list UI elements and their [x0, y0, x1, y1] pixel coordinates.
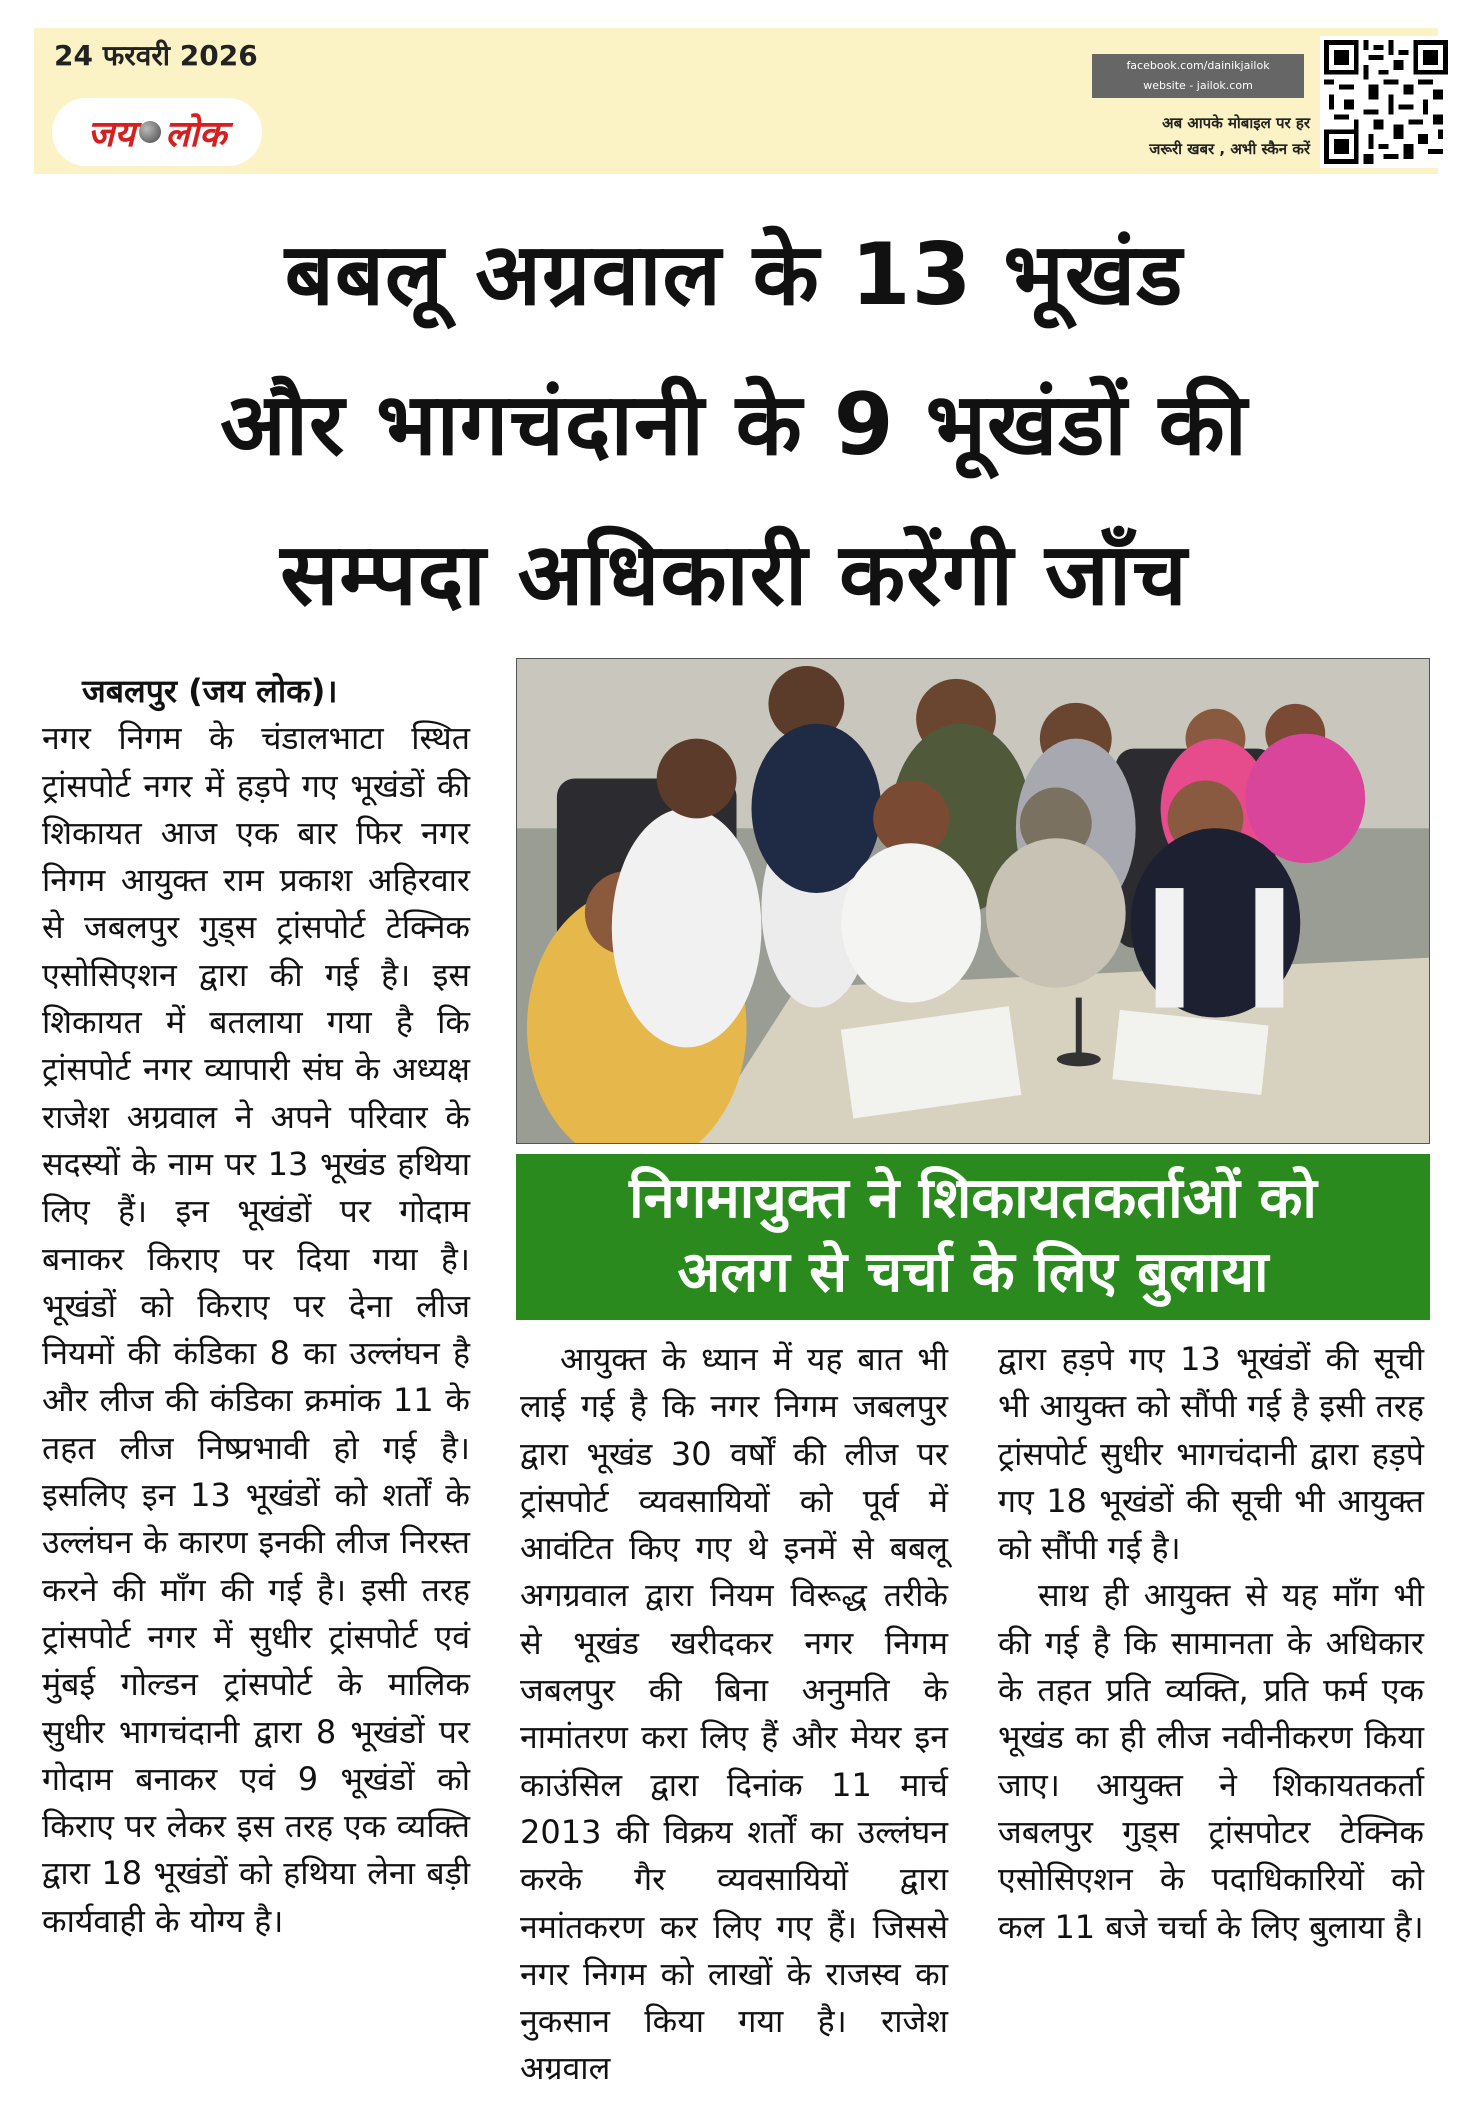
website-link[interactable]: website - jailok.com — [1143, 79, 1253, 92]
dateline: जबलपुर (जय लोक)। — [82, 672, 338, 710]
masthead — [34, 28, 1438, 174]
headline-line2: और भागचंदानी के 9 भूखंडों की — [220, 375, 1248, 475]
news-photo — [516, 658, 1430, 1144]
issue-date: 24 फरवरी 2026 — [54, 39, 258, 72]
subheadline-banner — [516, 1154, 1430, 1320]
headline — [40, 200, 1428, 650]
newspaper-logo — [52, 98, 262, 166]
globe-icon — [139, 121, 161, 143]
headline-line1: बबलू अग्रवाल के 13 भूखंड — [284, 225, 1184, 325]
article-column-2-text: आयुक्त के ध्यान में यह बात भी लाई गई है कि नगर निगम जबलपुर द्वारा भूखंड 30 वर्षों की लीज पर ट्रांसपोर्ट व्यवसायियों को पूर्व में आवंटित किए गए थे इनमें से बबलू अगग्रवाल द्वारा नियम विरूद्ध तरीके से भूखंड खरीदकर नगर निगम जबलपुर की बिना अनुमति के नामांतरण करा लिए हैं और मेयर इन काउंसिल द्वारा दिनांक 11 मार्च 2013 की विक्रय शर्तों का उल्लंघन करके गैर व्यवसायियों द्वारा नमांतकरण कर लिए गए हैं। जिससे नगर निगम को लाखों के राजस्व का नुकसान किया गया है। राजेश अग्रवाल — [520, 1340, 948, 2088]
article-column-1 — [42, 668, 470, 1945]
article-column-3 — [998, 1336, 1424, 1951]
scan-prompt-line1: अब आपके मोबाइल पर हर — [1162, 114, 1310, 132]
subheadline-line2: अलग से चर्चा के लिए बुलाया — [677, 1240, 1269, 1305]
scan-prompt — [1074, 110, 1310, 162]
qr-code-icon[interactable] — [1320, 36, 1452, 168]
article-column-3-text: द्वारा हड़पे गए 13 भूखंडों की सूची भी आयुक्त को सौंपी गई है इसी तरह ट्रांसपोर्ट सुधीर भागचंदानी द्वारा हड़पे गए 18 भूखंडों की सूची भी आयुक्त को सौंपी गई है। — [998, 1340, 1424, 1568]
scan-prompt-line2: जरूरी खबर , अभी स्कैन करें — [1149, 140, 1310, 158]
social-links-box — [1092, 54, 1304, 98]
subheadline-line1: निगमायुक्त ने शिकायतकर्ताओं को — [629, 1166, 1317, 1231]
logo-text-right: लोक — [165, 113, 227, 155]
facebook-link[interactable]: facebook.com/dainikjailok — [1126, 59, 1270, 72]
article-column-1-text: नगर निगम के चंडालभाटा स्थित ट्रांसपोर्ट नगर में हड़पे गए भूखंडों की शिकायत आज एक बार फिर नगर निगम आयुक्त राम प्रकाश अहिरवार से जबलपुर गुड्स ट्रांसपोर्ट टेक्निक एसोसिएशन द्वारा की गई है। इस शिकायत में बतलाया गया है कि ट्रांसपोर्ट नगर व्यापारी संघ के अध्यक्ष राजेश अग्रवाल ने अपने परिवार के सदस्यों के नाम पर 13 भूखंड हथिया लिए हैं। इन भूखंडों पर गोदाम बनाकर किराए पर दिया गया है। भूखंडों को किराए पर देना लीज नियमों की कंडिका 8 का उल्लंघन है और लीज की कंडिका क्रमांक 11 के तहत लीज निष्प्रभावी हो गई है। इसलिए इन 13 भूखंडों को शर्तों के उल्लंघन के कारण इनकी लीज निरस्त करने की माँग की गई है। इसी तरह ट्रांसपोर्ट नगर में सुधीर ट्रांसपोर्ट एवं मुंबई गोल्डन ट्रांसपोर्ट के मालिक सुधीर भागचंदानी द्वारा 8 भूखंडों पर गोदाम बनाकर एवं 9 भूखंडों को किराए पर लेकर इस तरह एक व्यक्ति द्वारा 18 भूखंडों को हथिया लेना बड़ी कार्यवाही के योग्य है। — [42, 719, 470, 1940]
article-column-2 — [520, 1336, 948, 2093]
headline-line3: सम्पदा अधिकारी करेंगी जाँच — [280, 525, 1188, 625]
article-column-3-text-2: साथ ही आयुक्त से यह माँग भी की गई है कि सामानता के अधिकार के तहत प्रति व्यक्ति, प्रति फर्म एक भूखंड का ही लीज नवीनीकरण किया जाए। आयुक्त ने शिकायतकर्ता जबलपुर गुड्स ट्रांसपोटर टेक्निक एसोसिएशन के पदाधिकारियों को कल 11 बजे चर्चा के लिए बुलाया है। — [998, 1576, 1424, 1946]
logo-text-left: जय — [87, 113, 136, 155]
